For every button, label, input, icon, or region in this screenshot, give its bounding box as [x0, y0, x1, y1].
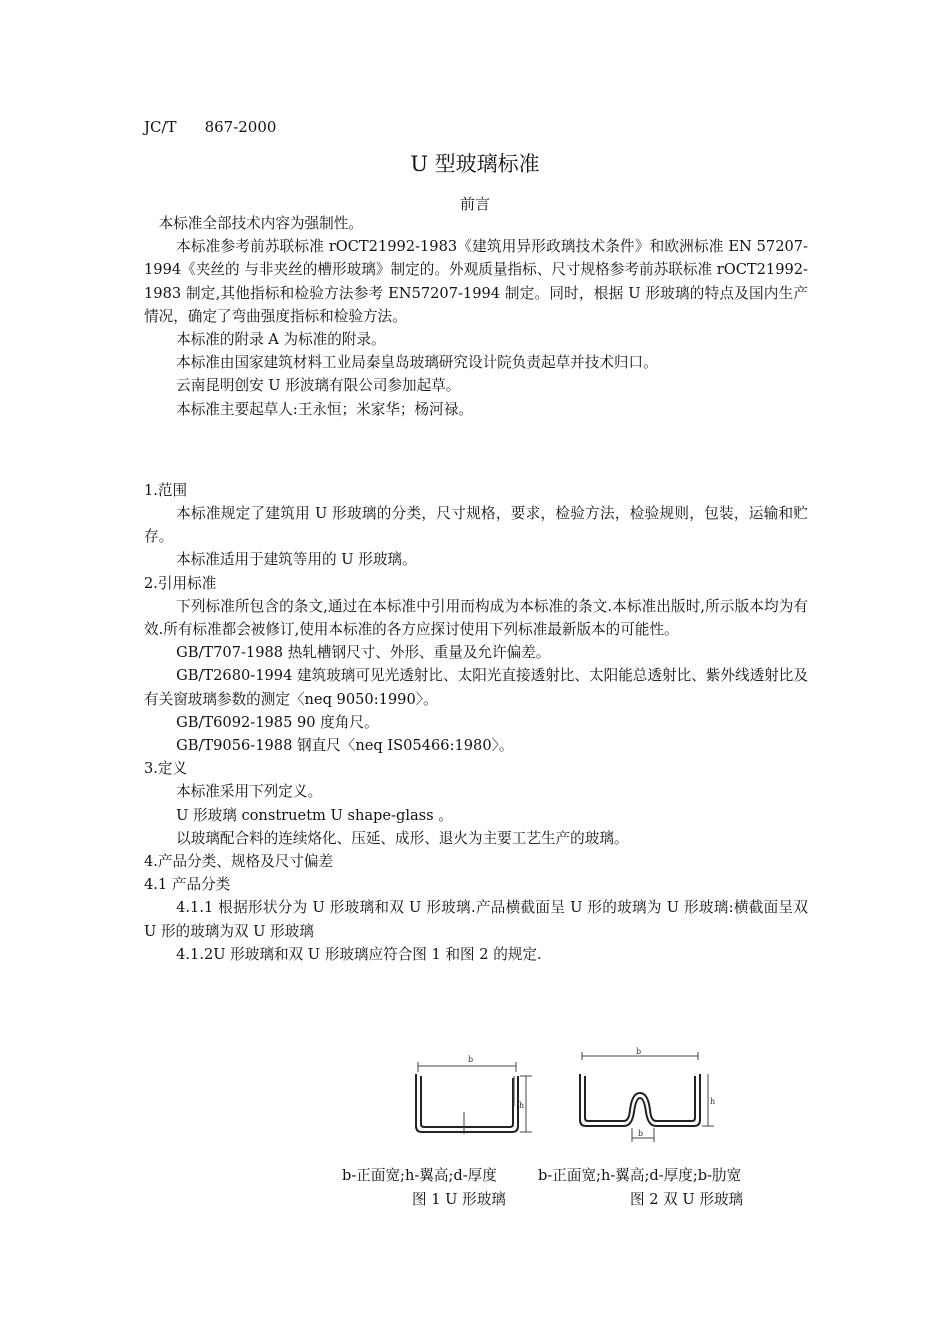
section-paragraph: 本标准适用于建筑等用的 U 形玻璃。 — [176, 551, 417, 569]
standard-code-prefix: JC/T — [144, 118, 177, 136]
reference-item: GB/T9056-1988 钢直尺〈neq IS05466:1980〉。 — [176, 737, 514, 755]
section-paragraph: 以玻璃配合料的连续烙化、压延、成形、退火为主要工艺生产的玻璃。 — [176, 829, 629, 847]
foreword-paragraph: 本标准由国家建筑材料工业局秦皇岛玻璃研究设计院负责起草并技术归口。 — [176, 354, 658, 372]
subsection-heading: 4.1 产品分类 — [144, 876, 231, 894]
section-paragraph: 4.1.2U 形玻璃和双 U 形玻璃应符合图 1 和图 2 的规定. — [176, 945, 542, 963]
standard-code — [144, 118, 276, 136]
svg-text:b: b — [636, 1047, 642, 1056]
document-title: U 型玻璃标准 — [410, 152, 540, 176]
figure-2-legend: b-正面宽;h-翼高;d-厚度;b-肋宽 — [538, 1167, 742, 1184]
foreword-heading: 前言 — [459, 195, 490, 213]
foreword-paragraph: 本标准全部技术内容为强制性。 — [158, 215, 363, 232]
foreword-paragraph: 本标准的附录 A 为标准的附录。 — [176, 331, 386, 349]
section-heading-definitions: 3.定义 — [144, 760, 188, 778]
section-heading-classification: 4.产品分类、规格及尺寸偏差 — [144, 853, 334, 871]
document-body — [144, 212, 808, 966]
section-paragraph: 4.1.1 根据形状分为 U 形玻璃和双 U 形玻璃.产品横截面呈 U 形的玻璃为 U 形玻璃:横截面呈双 U 形的玻璃为双 U 形玻璃 — [144, 899, 808, 940]
reference-item: GB/T707-1988 热轧槽钢尺寸、外形、重量及允许偏差。 — [176, 644, 551, 662]
figure-1-caption: 图 1 U 形玻璃 — [412, 1191, 506, 1208]
figure-double-u-glass-diagram — [572, 1046, 722, 1146]
svg-text:b: b — [468, 1055, 474, 1064]
section-heading-scope: 1.范围 — [144, 481, 188, 499]
foreword-paragraph: 本标准参考前苏联标准 rOCT21992-1983《建筑用异形政璃技术条件》和欧洲标准 EN 57207-1994《夹丝的 与非夹丝的槽形玻璃》制定的。外观质量指标、尺寸规格参考前苏联标准 rOCT21992-1983 制定,其他指标和检验方法参考 EN57207-1994 制定。同时，根据 U 形玻璃的特点及国内生产情况，确定了弯曲强度指标和检验方法。 — [144, 238, 808, 325]
foreword-paragraph: 云南昆明创安 U 形波璃有限公司参加起草。 — [176, 377, 461, 395]
section-paragraph: 本标准采用下列定义。 — [176, 783, 323, 801]
figure-u-glass-diagram — [404, 1046, 534, 1136]
svg-text:h: h — [710, 1097, 716, 1106]
reference-item: GB/T2680-1994 建筑玻璃可见光透射比、太阳光直接透射比、太阳能总透射比、紫外线透射比及有关窗玻璃参数的测定〈neq 9050:1990〉。 — [144, 667, 808, 708]
svg-text:h: h — [519, 1101, 525, 1110]
svg-text:b: b — [638, 1129, 644, 1138]
figure-2-caption: 图 2 双 U 形玻璃 — [630, 1191, 744, 1208]
reference-item: GB/T6092-1985 90 度角尺。 — [176, 713, 379, 731]
section-paragraph: 本标准规定了建筑用 U 形玻璃的分类，尺寸规格，要求，检验方法，检验规则，包装，运输和贮存。 — [144, 505, 808, 546]
foreword-paragraph: 本标准主要起草人:王永恒；米家华；杨河禄。 — [176, 400, 473, 418]
section-paragraph: U 形玻璃 construetm U shape-glass 。 — [176, 806, 453, 824]
standard-code-number: 867-2000 — [204, 118, 277, 136]
section-heading-references: 2.引用标准 — [144, 574, 217, 592]
section-paragraph: 下列标准所包含的条文,通过在本标准中引用而构成为本标准的条文.本标准出版时,所示版本均为有效.所有标准都会被修订,使用本标准的各方应探讨使用下列标准最新版本的可能性。 — [144, 597, 808, 639]
figure-1-legend: b-正面宽;h-翼高;d-厚度 — [342, 1167, 497, 1184]
